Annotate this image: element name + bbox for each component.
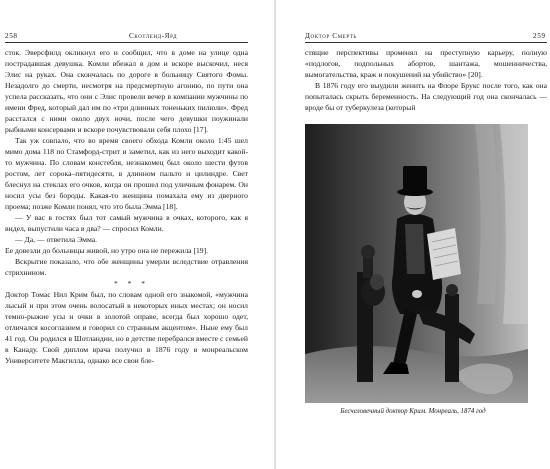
left-header-rule <box>5 42 248 43</box>
dialog-line: — Да, — ответила Эмма. <box>15 235 98 244</box>
right-page-number: 259 <box>533 32 546 40</box>
right-page <box>276 0 550 469</box>
left-body-text <box>5 47 248 366</box>
dialog-line: — У вас в гостях был тот самый мужчина в очках, которого, как я видел, выпустили часа в два? — спросил Комли. <box>5 213 248 233</box>
paragraph: стящие перспективы променял на преступную карьеру, полную «подлогов, подпольных абортов, шантажа, мошенничества, вымогательства, краж и покушений на убийство» [20]. <box>305 48 547 79</box>
photo-caption: Бесчеловечный доктор Крим. Монреаль, 1874 год <box>340 408 486 415</box>
portrait-photo <box>305 124 528 403</box>
left-page <box>0 0 274 469</box>
left-running-head: Скотленд-Ярд <box>129 32 178 40</box>
left-page-number: 258 <box>5 32 18 40</box>
paragraph: В 1876 году его выудили женить на Флоре Брукс после того, как она попыталась скрыть беременность. На следующий год она скончалась — вроде бы от туберкулеза (который <box>305 81 547 112</box>
section-separator: * * * <box>114 279 149 288</box>
paragraph: сток. Эверсфилд окликнул его и сообщил, что в доме на улице одна пострадавшая девушка. Комли вбежал в дом и вскоре выскочил, неся Элис на руках. Она скончалась по дороге в больницу Святого Фомы. Незадолго до смерти, несмотря на предсмертную агонию, по пути она успела рассказать, что они с Элис провели вечер в компании мужчины по имени Фред, который дал им по «три длинных тоненьких пилюли». Фред расстался с ними около двух ночи, после чего девушки поужинали рыбными консервами и вскоре почувствовали себя плохо [17]. <box>5 48 248 134</box>
right-header-rule <box>305 42 547 43</box>
paragraph: Ее довезли до больницы живой, но утро она не пережила [19]. <box>5 246 209 255</box>
right-body-text <box>305 47 547 113</box>
right-running-head: Доктор Смерть <box>305 32 357 40</box>
paragraph: Так уж совпало, что во время своего обхода Комли около 1:45 шел мимо дома 118 по Стамфорд-стрит и заметил, как из него выходит какой-то мужчина. По словам констебля, незнакомец был около шести футов ростом, лет сорока–пятидесяти, в длинном пальто и цилиндре. Свет блеснул на стеклах его очков, когда он прошел под уличным фонарем. Он носил усы без бороды. Какая-то женщина помахала ему из дверного проема; позже Комли понял, что это была Эмма [18]. <box>5 136 248 211</box>
paragraph: Доктор Томас Нил Крим был, по словам одной его знакомой, «мужчина лысый и при этом очень волосатый в некоторых иных местах; он носил темно-рыжие усы и очки в золотой оправе, всегда был хорошо одет, отличался косоглазием и говорил со странным акцентом». Ныне ему был 41 год. Он родился в Шотландии, но в детстве перебрался вместе с семьей в Канаду. Свой диплом врача получил в 1876 году в монреальском Университете Макгилла, однако все свои бле- <box>5 290 248 365</box>
paragraph: Вскрытие показало, что обе женщины умерли вследствие отравления стрихнином. <box>5 257 248 277</box>
